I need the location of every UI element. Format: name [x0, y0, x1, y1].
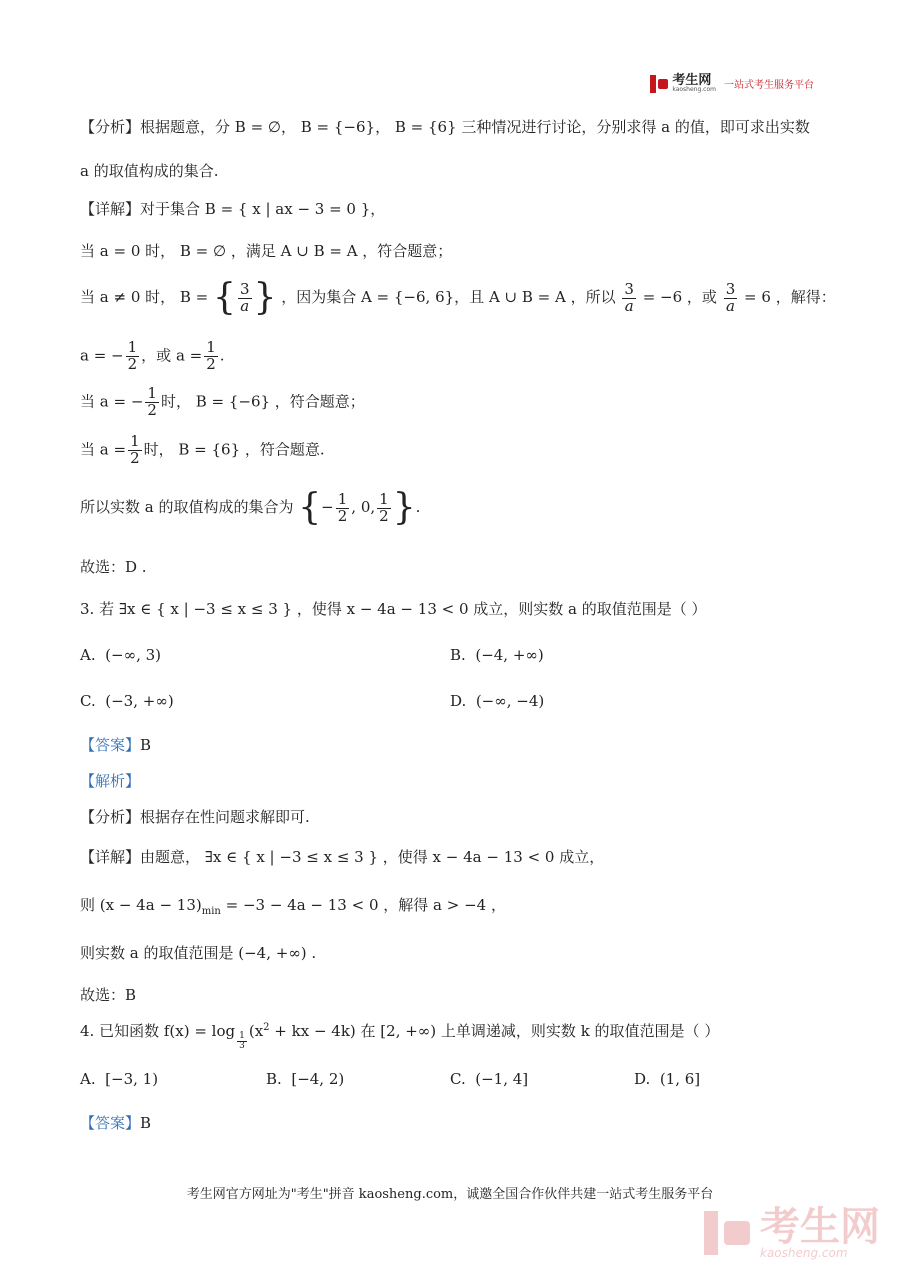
logo-title: 考生网 — [672, 73, 712, 88]
page-footer: 考生网官方网址为"考生"拼音 kaosheng.com，诚邀全国合作伙伴共建一站式考生服务平台 — [186, 1187, 714, 1202]
left-brace: { — [213, 277, 236, 318]
q2-case-nonzero — [80, 277, 836, 318]
q2-case-zero: 当 a = 0 时， B = ∅ ，满足 A ∪ B = A ，符合题意； — [80, 242, 453, 260]
q3-analysis-line: 【分析】根据存在性问题求解即可. — [80, 808, 310, 826]
watermark-logo-icon — [704, 1211, 752, 1255]
left-brace-2: { — [298, 487, 322, 528]
q4-option-c: C. (−1, 4] — [450, 1070, 529, 1088]
q2-detail-tag: 【详解】 — [80, 200, 141, 218]
fraction-3-over-a-3: $\frac{3}{a}$ — [725, 279, 736, 315]
watermark-title: 考生网 — [760, 1204, 880, 1250]
q2-case2-eq1: = −6 ，或 — [642, 288, 717, 306]
q2-solution: a = − $\frac{1}{2}$ ，或 a = $\frac{1}{2}$ . — [80, 338, 225, 373]
q3-answer — [80, 734, 151, 755]
right-brace: } — [253, 277, 277, 318]
q3-detail-line: 【详解】由题意， ∃x ∈ { x | −3 ≤ x ≤ 3 } ，使得 x − 4a − 13 < 0 成立， — [80, 848, 605, 866]
fraction-half-2: $\frac{1}{2}$ — [206, 338, 216, 373]
q2-check-negative: 当 a = − $\frac{1}{2}$ 时， B = {−6} ，符合题意； — [80, 384, 365, 419]
right-brace-2: } — [392, 487, 416, 528]
q3-option-d: D. (−∞, −4) — [450, 692, 545, 710]
q2-analysis-text: 根据题意，分 B = ∅， B = {−6}， B = {6} 三种情况进行讨论，分别求得 a 的值，即可求出实数 — [140, 118, 810, 136]
watermark — [704, 1204, 880, 1260]
q4-option-d: D. (1, 6] — [634, 1070, 701, 1088]
q2-check-positive: 当 a = $\frac{1}{2}$ 时， B = {6} ，符合题意. — [80, 432, 325, 467]
q2-conclusion: 所以实数 a 的取值构成的集合为 {− $\frac{1}{2}$ , 0, $\frac{1}{2}$ }. — [80, 487, 421, 528]
q2-case2-eq2: = 6 ，解得： — [744, 288, 836, 306]
q2-analysis-tag: 【分析】 — [80, 118, 141, 136]
fraction-half: $\frac{1}{2}$ — [127, 338, 138, 373]
fraction-3-over-a-2: $\frac{3}{a}$ — [624, 279, 634, 315]
q3-answer-choice: 故选：B — [80, 986, 137, 1004]
q2-answer-choice: 故选：D . — [80, 558, 147, 576]
q4-stem: 4. 已知函数 f(x) = log $\frac{1}{3}$ ($x^2$ + kx − 4k) 在 [2, +∞) 上单调递减，则实数 k 的取值范围是（ ） — [80, 1022, 720, 1051]
fraction-half-5: $\frac{1}{2}$ — [337, 489, 348, 525]
q4-answer-value: B — [140, 1114, 152, 1132]
q3-stem: 3. 若 ∃x ∈ { x | −3 ≤ x ≤ 3 } ，使得 x − 4a − 13 < 0 成立，则实数 a 的取值范围是（ ） — [80, 600, 707, 618]
q3-step-2: 则实数 a 的取值范围是 (−4, +∞) . — [80, 944, 317, 962]
q2-case2-middle: ，因为集合 A = {−6, 6}，且 A ∪ B = A ，所以 — [281, 288, 616, 306]
q4-option-b: B. [−4, 2) — [266, 1070, 345, 1088]
q2-detail-text: 对于集合 B = { x | ax − 3 = 0 }， — [140, 200, 386, 218]
kaosheng-logo-icon — [650, 75, 668, 93]
q2-case2-start: 当 a ≠ 0 时， B = — [80, 288, 209, 306]
q2-analysis-line — [80, 116, 810, 137]
q2-detail-line — [80, 198, 385, 219]
q4-answer — [80, 1112, 151, 1133]
q3-analysis-tag: 【解析】 — [80, 772, 141, 790]
q3-answer-tag: 【答案】 — [80, 736, 141, 754]
logo-domain: kaosheng.com — [672, 86, 716, 93]
fraction-3-over-a: $\frac{3}{a}$ — [239, 279, 250, 315]
fraction-half-3: $\frac{1}{2}$ — [147, 384, 157, 419]
fraction-half-4: $\frac{1}{2}$ — [130, 432, 140, 467]
q4-answer-tag: 【答案】 — [80, 1114, 141, 1132]
q3-option-b: B. (−4, +∞) — [450, 646, 544, 664]
q3-answer-value: B — [140, 736, 152, 754]
q3-option-c: C. (−3, +∞) — [80, 692, 174, 710]
fraction-half-6: $\frac{1}{2}$ — [379, 489, 389, 525]
q3-option-a: A. (−∞, 3) — [80, 646, 162, 664]
q2-analysis-line-2: a 的取值构成的集合. — [80, 162, 219, 180]
logo-slogan: 一站式考生服务平台 — [724, 80, 814, 91]
q3-step-1: 则 $(x - 4a - 13)_{min} = -3 - 4a - 13 < 0$ ，解得 a > −4 ， — [80, 896, 506, 917]
log-base-fraction: $\frac{1}{3}$ — [239, 1030, 245, 1051]
watermark-domain: kaosheng.com — [760, 1246, 848, 1260]
q4-option-a: A. [−3, 1) — [80, 1070, 159, 1088]
header-logo — [650, 74, 814, 93]
